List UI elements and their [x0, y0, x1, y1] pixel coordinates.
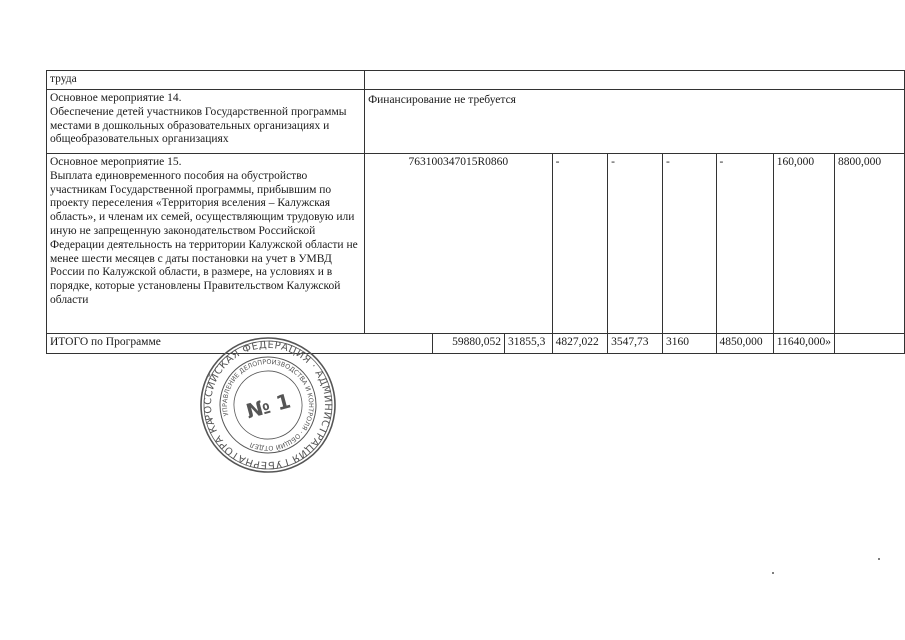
measure-15-text: Выплата единовременного пособия на обустройство участникам Государственной программы, прибывшим по проекту переселения «Территория вселения – Калужская область», и членам их семей, осуществляющим трудовую или иную не запрещенную законодательством Российской Федерации деятельность на территории Калужской области не менее шести месяцев с даты постановки на учет в УМВД России по Калужской области, в размере, на условиях и в порядке, которые установлены Правительством Калужской области [50, 169, 358, 306]
value-cell: - [663, 154, 717, 334]
total-value: 3547,73 [608, 334, 663, 354]
seal-inner-text: УПРАВЛЕНИЕ ДЕЛОПРОИЗВОДСТВА И КОНТРОЛЯ · ОБЩИЙ ОТДЕЛ [220, 357, 316, 453]
measure-14-financing-note: Финансирование не требуется [365, 90, 905, 154]
table-row [47, 71, 905, 90]
total-value: 3160 [663, 334, 717, 354]
table-row [47, 334, 905, 354]
program-table [46, 70, 905, 354]
table-row [47, 154, 905, 334]
total-value: 4827,022 [552, 334, 607, 354]
measure-14-text: Обеспечение детей участников Государственной программы местами в дошкольных образовательных организациях и общеобразовательных организациях [50, 105, 347, 146]
scan-speck [772, 572, 774, 574]
seal-number: № 1 [243, 388, 294, 424]
table-row [47, 90, 905, 154]
value-cell: - [552, 154, 607, 334]
value-cell: - [608, 154, 663, 334]
seal-outer-text: РОССИЙСКАЯ ФЕДЕРАЦИЯ · АДМИНИСТРАЦИЯ ГУБЕРНАТОРА КАЛУЖСКОЙ [202, 339, 334, 471]
measure-15-title: Основное мероприятие 15. [50, 156, 182, 168]
value-cell: 160,000 [773, 154, 834, 334]
total-value: 4850,000 [716, 334, 773, 354]
total-value: 59880,052 [432, 334, 504, 354]
total-value: 31855,3 [504, 334, 552, 354]
scan-speck [878, 558, 880, 560]
measure-14-title: Основное мероприятие 14. [50, 92, 182, 104]
total-value: 11640,000» [773, 334, 834, 354]
value-cell: - [716, 154, 773, 334]
row-label-truda: труда [47, 71, 365, 90]
total-label: ИТОГО по Программе [47, 334, 433, 354]
measure-14-cell [47, 90, 365, 154]
budget-code: 763100347015R0860 [365, 154, 553, 334]
official-seal [198, 335, 338, 475]
value-cell: 8800,000 [835, 154, 905, 334]
measure-15-cell [47, 154, 365, 334]
